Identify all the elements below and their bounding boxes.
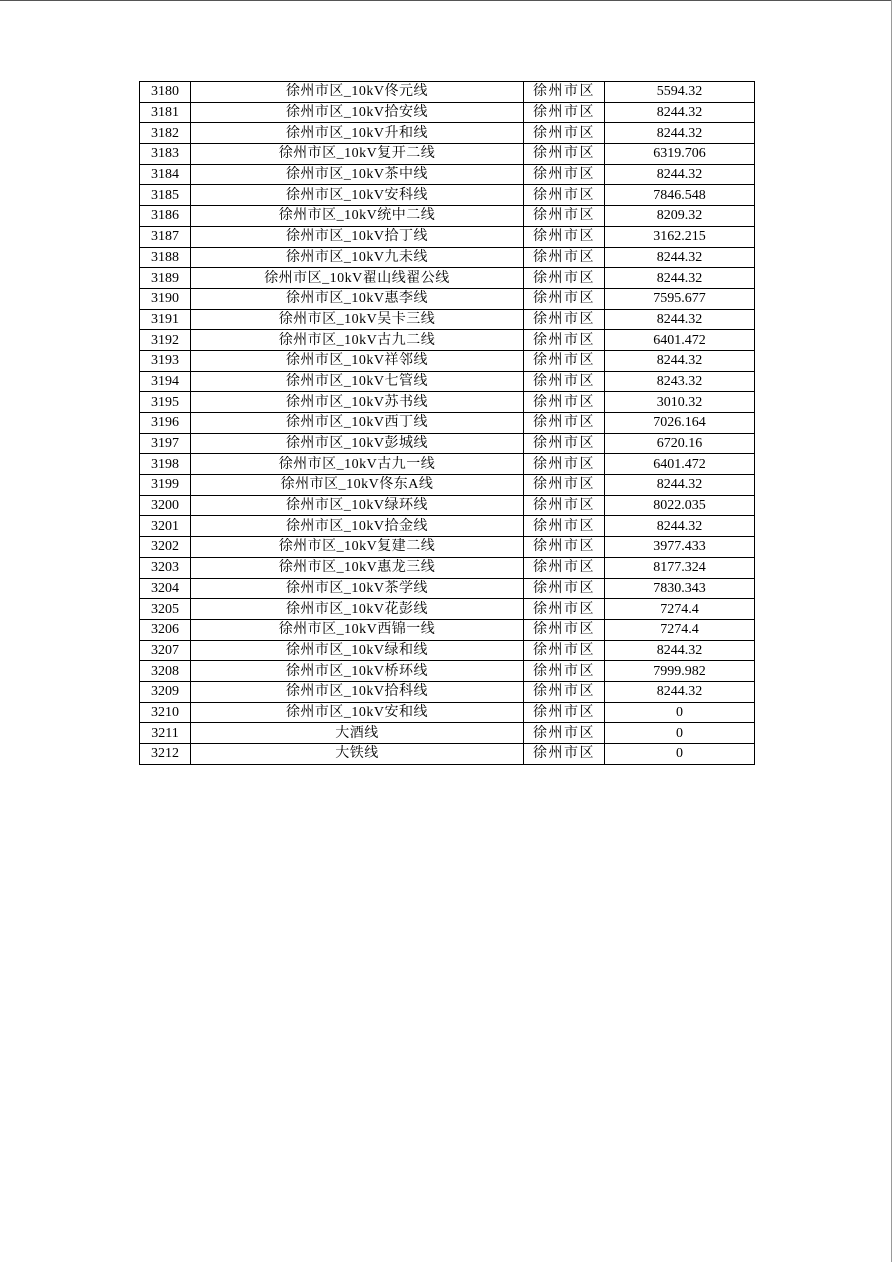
table-row [140, 681, 755, 702]
line-name-cell: 徐州市区_10kV花彭线 [191, 599, 524, 620]
row-id-cell: 3193 [140, 350, 191, 371]
line-name-cell: 徐州市区_10kV苏书线 [191, 392, 524, 413]
row-id-cell: 3203 [140, 557, 191, 578]
row-id-cell: 3207 [140, 640, 191, 661]
line-name-cell: 徐州市区_10kV茶中线 [191, 164, 524, 185]
value-cell: 3162.215 [605, 226, 755, 247]
line-name-cell: 徐州市区_10kV拾金线 [191, 516, 524, 537]
line-name-cell: 徐州市区_10kV西锦一线 [191, 619, 524, 640]
area-cell: 徐州市区 [524, 537, 605, 558]
table-row [140, 413, 755, 434]
row-id-cell: 3195 [140, 392, 191, 413]
line-name-cell: 徐州市区_10kV拾丁线 [191, 226, 524, 247]
row-id-cell: 3211 [140, 723, 191, 744]
row-id-cell: 3205 [140, 599, 191, 620]
table-row [140, 578, 755, 599]
row-id-cell: 3180 [140, 82, 191, 103]
table-row [140, 330, 755, 351]
area-cell: 徐州市区 [524, 206, 605, 227]
value-cell: 8244.32 [605, 102, 755, 123]
row-id-cell: 3199 [140, 475, 191, 496]
row-id-cell: 3188 [140, 247, 191, 268]
row-id-cell: 3186 [140, 206, 191, 227]
table-row [140, 309, 755, 330]
line-name-cell: 徐州市区_10kV复开二线 [191, 144, 524, 165]
table-row [140, 82, 755, 103]
page-top-border [0, 0, 892, 1]
value-cell: 6720.16 [605, 433, 755, 454]
row-id-cell: 3189 [140, 268, 191, 289]
line-name-cell: 徐州市区_10kV祥邻线 [191, 350, 524, 371]
table-row [140, 268, 755, 289]
value-cell: 6319.706 [605, 144, 755, 165]
line-name-cell: 徐州市区_10kV佟东A线 [191, 475, 524, 496]
area-cell: 徐州市区 [524, 640, 605, 661]
line-name-cell: 徐州市区_10kV拾安线 [191, 102, 524, 123]
area-cell: 徐州市区 [524, 350, 605, 371]
value-cell: 8244.32 [605, 247, 755, 268]
row-id-cell: 3182 [140, 123, 191, 144]
value-cell: 8244.32 [605, 475, 755, 496]
value-cell: 3010.32 [605, 392, 755, 413]
table-row [140, 247, 755, 268]
table-row [140, 433, 755, 454]
row-id-cell: 3208 [140, 661, 191, 682]
value-cell: 7595.677 [605, 288, 755, 309]
table-row [140, 226, 755, 247]
line-name-cell: 徐州市区_10kV茶学线 [191, 578, 524, 599]
value-cell: 0 [605, 723, 755, 744]
row-id-cell: 3204 [140, 578, 191, 599]
area-cell: 徐州市区 [524, 185, 605, 206]
table-row [140, 537, 755, 558]
value-cell: 6401.472 [605, 330, 755, 351]
row-id-cell: 3184 [140, 164, 191, 185]
table-row [140, 744, 755, 765]
value-cell: 0 [605, 744, 755, 765]
area-cell: 徐州市区 [524, 309, 605, 330]
line-name-cell: 徐州市区_10kV绿和线 [191, 640, 524, 661]
line-name-cell: 徐州市区_10kV拾科线 [191, 681, 524, 702]
line-name-cell: 徐州市区_10kV升和线 [191, 123, 524, 144]
area-cell: 徐州市区 [524, 82, 605, 103]
line-name-cell: 徐州市区_10kV西丁线 [191, 413, 524, 434]
line-name-cell: 徐州市区_10kV古九一线 [191, 454, 524, 475]
line-name-cell: 徐州市区_10kV七管线 [191, 371, 524, 392]
value-cell: 8243.32 [605, 371, 755, 392]
line-data-table [139, 81, 755, 765]
area-cell: 徐州市区 [524, 371, 605, 392]
area-cell: 徐州市区 [524, 681, 605, 702]
area-cell: 徐州市区 [524, 102, 605, 123]
row-id-cell: 3196 [140, 413, 191, 434]
value-cell: 7830.343 [605, 578, 755, 599]
line-name-cell: 徐州市区_10kV安和线 [191, 702, 524, 723]
value-cell: 8244.32 [605, 681, 755, 702]
table-row [140, 661, 755, 682]
value-cell: 0 [605, 702, 755, 723]
area-cell: 徐州市区 [524, 392, 605, 413]
area-cell: 徐州市区 [524, 599, 605, 620]
row-id-cell: 3187 [140, 226, 191, 247]
row-id-cell: 3198 [140, 454, 191, 475]
value-cell: 8209.32 [605, 206, 755, 227]
table-row [140, 495, 755, 516]
value-cell: 7846.548 [605, 185, 755, 206]
row-id-cell: 3185 [140, 185, 191, 206]
table-row [140, 475, 755, 496]
row-id-cell: 3212 [140, 744, 191, 765]
line-name-cell: 徐州市区_10kV翟山线翟公线 [191, 268, 524, 289]
value-cell: 8177.324 [605, 557, 755, 578]
line-name-cell: 大铁线 [191, 744, 524, 765]
value-cell: 8244.32 [605, 309, 755, 330]
area-cell: 徐州市区 [524, 578, 605, 599]
table-row [140, 102, 755, 123]
value-cell: 8244.32 [605, 268, 755, 289]
line-name-cell: 徐州市区_10kV绿环线 [191, 495, 524, 516]
line-name-cell: 徐州市区_10kV佟元线 [191, 82, 524, 103]
table-body [140, 82, 755, 765]
row-id-cell: 3181 [140, 102, 191, 123]
table-row [140, 371, 755, 392]
line-name-cell: 徐州市区_10kV复建二线 [191, 537, 524, 558]
value-cell: 5594.32 [605, 82, 755, 103]
line-name-cell: 大酒线 [191, 723, 524, 744]
value-cell: 7999.982 [605, 661, 755, 682]
area-cell: 徐州市区 [524, 475, 605, 496]
value-cell: 8022.035 [605, 495, 755, 516]
area-cell: 徐州市区 [524, 744, 605, 765]
area-cell: 徐州市区 [524, 495, 605, 516]
area-cell: 徐州市区 [524, 723, 605, 744]
row-id-cell: 3191 [140, 309, 191, 330]
line-name-cell: 徐州市区_10kV彭城线 [191, 433, 524, 454]
table-row [140, 454, 755, 475]
row-id-cell: 3202 [140, 537, 191, 558]
line-name-cell: 徐州市区_10kV安科线 [191, 185, 524, 206]
table-row [140, 185, 755, 206]
area-cell: 徐州市区 [524, 557, 605, 578]
area-cell: 徐州市区 [524, 702, 605, 723]
value-cell: 7026.164 [605, 413, 755, 434]
table-row [140, 557, 755, 578]
area-cell: 徐州市区 [524, 268, 605, 289]
table-row [140, 123, 755, 144]
line-name-cell: 徐州市区_10kV惠龙三线 [191, 557, 524, 578]
table-row [140, 702, 755, 723]
table-row [140, 640, 755, 661]
table-row [140, 206, 755, 227]
table-row [140, 619, 755, 640]
area-cell: 徐州市区 [524, 288, 605, 309]
area-cell: 徐州市区 [524, 123, 605, 144]
value-cell: 8244.32 [605, 516, 755, 537]
row-id-cell: 3200 [140, 495, 191, 516]
line-name-cell: 徐州市区_10kV九未线 [191, 247, 524, 268]
table-row [140, 350, 755, 371]
line-name-cell: 徐州市区_10kV惠李线 [191, 288, 524, 309]
area-cell: 徐州市区 [524, 226, 605, 247]
area-cell: 徐州市区 [524, 619, 605, 640]
line-name-cell: 徐州市区_10kV吴卡三线 [191, 309, 524, 330]
row-id-cell: 3190 [140, 288, 191, 309]
table-row [140, 164, 755, 185]
row-id-cell: 3194 [140, 371, 191, 392]
area-cell: 徐州市区 [524, 661, 605, 682]
value-cell: 8244.32 [605, 640, 755, 661]
area-cell: 徐州市区 [524, 144, 605, 165]
row-id-cell: 3210 [140, 702, 191, 723]
line-name-cell: 徐州市区_10kV古九二线 [191, 330, 524, 351]
row-id-cell: 3183 [140, 144, 191, 165]
row-id-cell: 3209 [140, 681, 191, 702]
table-row [140, 599, 755, 620]
area-cell: 徐州市区 [524, 247, 605, 268]
value-cell: 8244.32 [605, 350, 755, 371]
value-cell: 7274.4 [605, 619, 755, 640]
area-cell: 徐州市区 [524, 330, 605, 351]
line-name-cell: 徐州市区_10kV统中二线 [191, 206, 524, 227]
area-cell: 徐州市区 [524, 433, 605, 454]
area-cell: 徐州市区 [524, 413, 605, 434]
table-row [140, 723, 755, 744]
area-cell: 徐州市区 [524, 516, 605, 537]
value-cell: 3977.433 [605, 537, 755, 558]
row-id-cell: 3192 [140, 330, 191, 351]
value-cell: 6401.472 [605, 454, 755, 475]
value-cell: 8244.32 [605, 123, 755, 144]
area-cell: 徐州市区 [524, 164, 605, 185]
row-id-cell: 3201 [140, 516, 191, 537]
table-row [140, 516, 755, 537]
line-name-cell: 徐州市区_10kV桥环线 [191, 661, 524, 682]
row-id-cell: 3206 [140, 619, 191, 640]
value-cell: 7274.4 [605, 599, 755, 620]
area-cell: 徐州市区 [524, 454, 605, 475]
table-row [140, 288, 755, 309]
table-row [140, 392, 755, 413]
table-row [140, 144, 755, 165]
row-id-cell: 3197 [140, 433, 191, 454]
value-cell: 8244.32 [605, 164, 755, 185]
